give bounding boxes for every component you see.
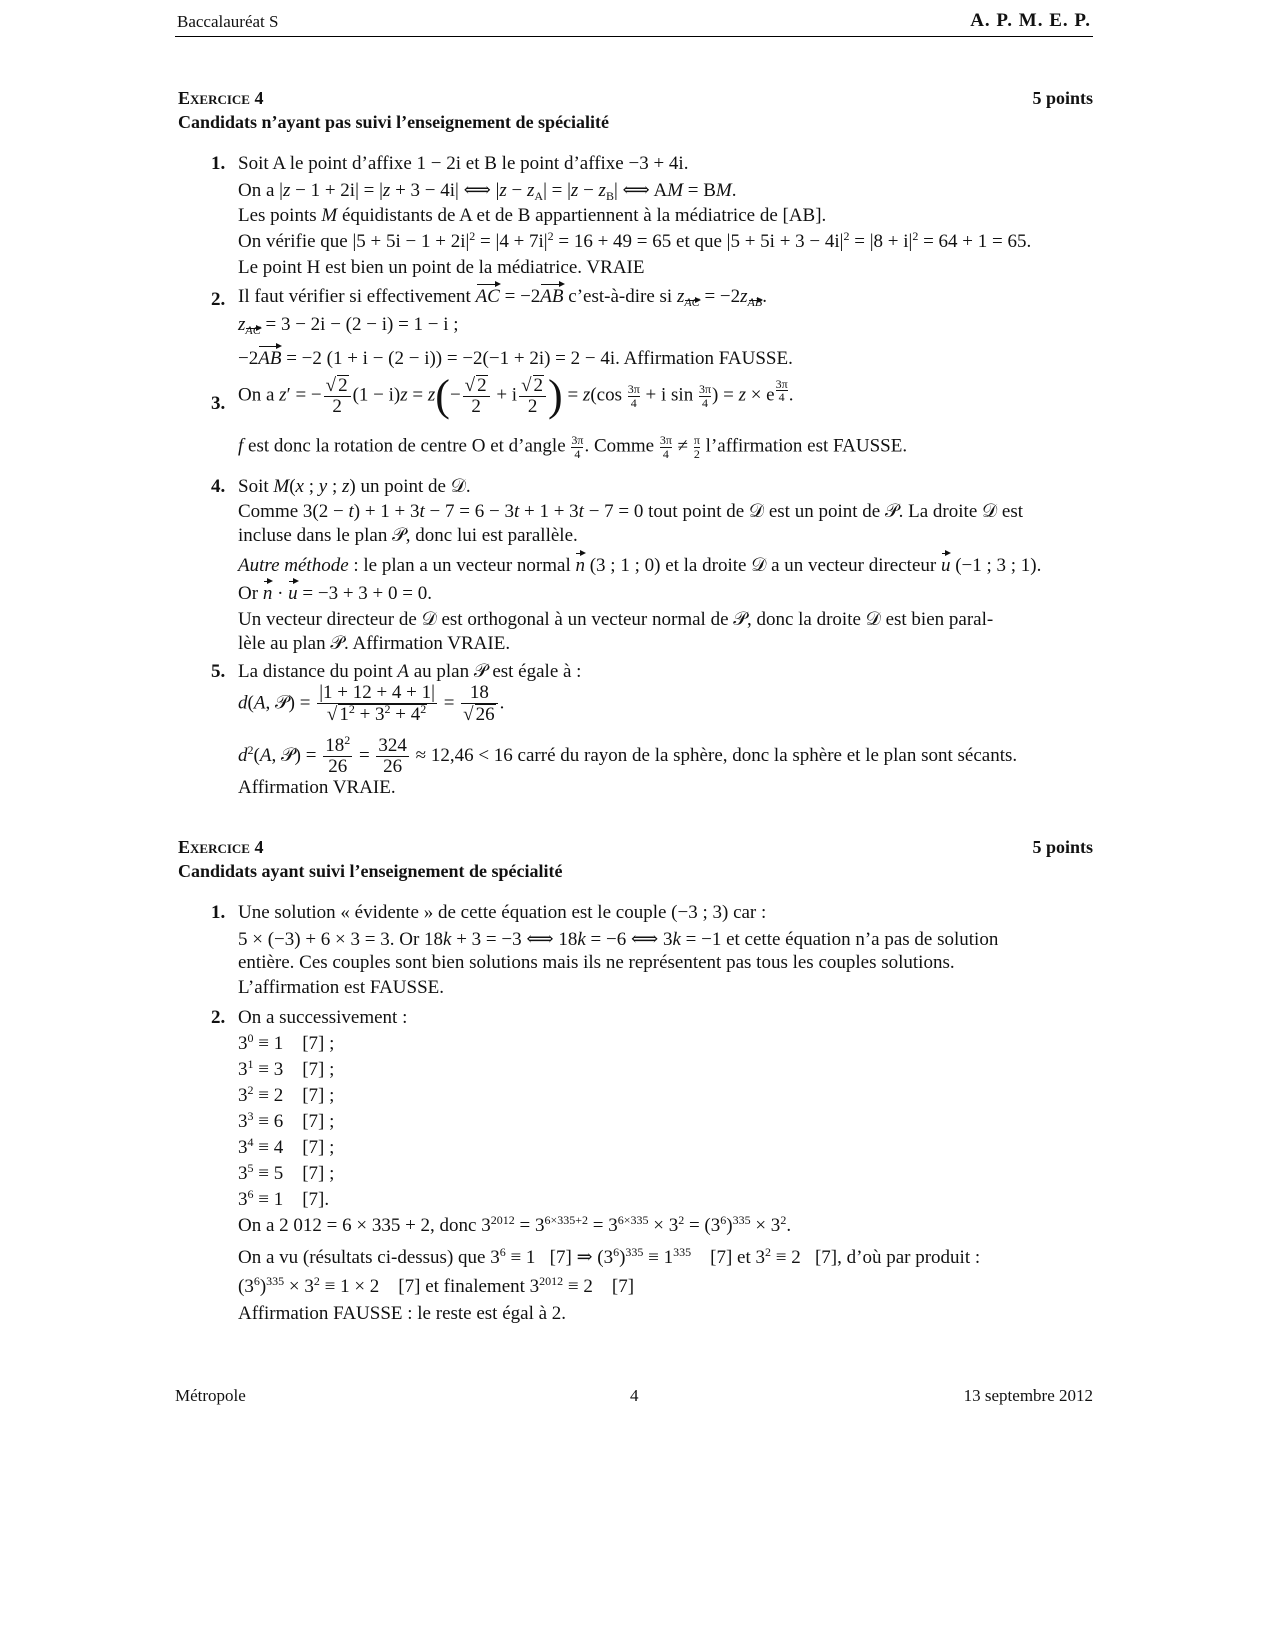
exercise2-title: Exercice 4 (178, 837, 264, 857)
exercise2-points: 5 points (1032, 837, 1093, 857)
footer-page-number: 4 (630, 1386, 639, 1405)
exercise1-points: 5 points (1032, 88, 1093, 108)
item-number: 2. (211, 1007, 226, 1028)
item-number: 1. (211, 902, 226, 923)
item-number: 1. (211, 153, 226, 174)
footer-date: 13 septembre 2012 (963, 1386, 1093, 1405)
footer-left: Métropole (175, 1386, 246, 1405)
exercise1-subtitle: Candidats n’ayant pas suivi l’enseignement de spécialité (178, 112, 610, 132)
item-number: 4. (211, 476, 226, 497)
header-right: A. P. M. E. P. (970, 10, 1091, 31)
item-number: 2. (211, 289, 226, 310)
exercise1-title: Exercice 4 (178, 88, 264, 108)
item-number: 3. (211, 393, 226, 414)
exercise2-subtitle: Candidats ayant suivi l’enseignement de spécialité (178, 861, 563, 881)
header-left: Baccalauréat S (177, 12, 279, 31)
page-header (175, 10, 1093, 37)
item-number: 5. (211, 661, 226, 682)
